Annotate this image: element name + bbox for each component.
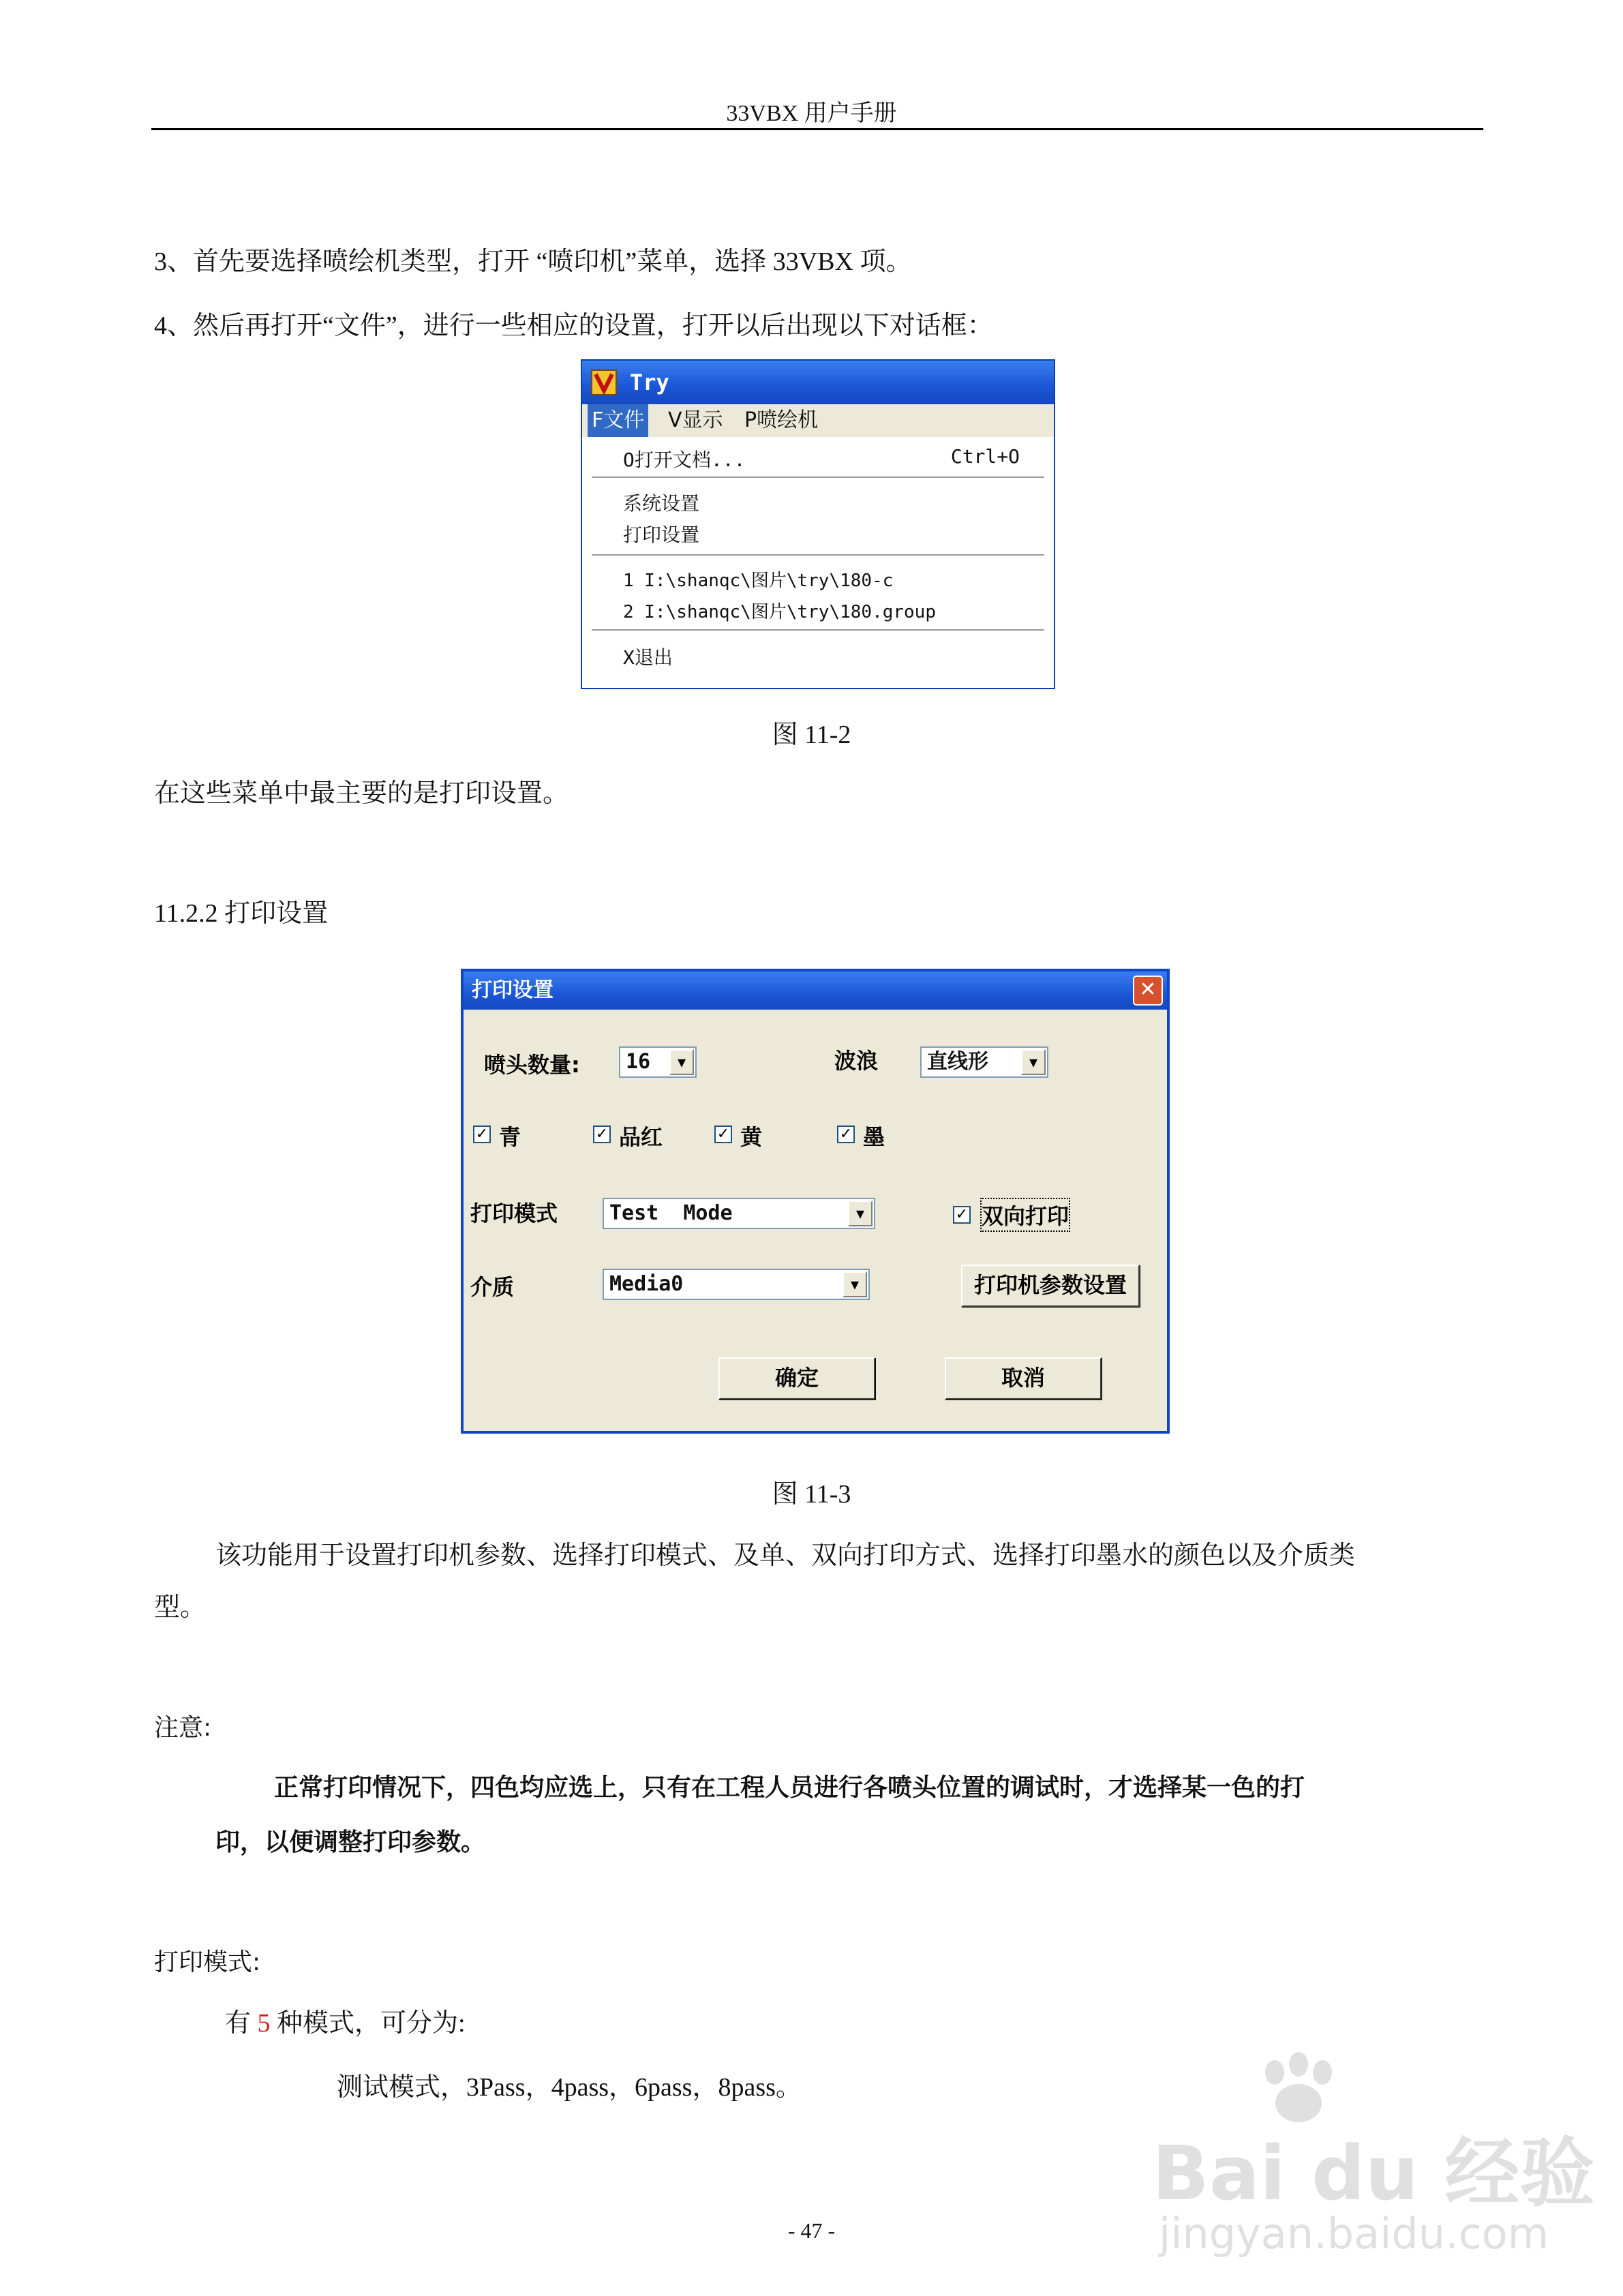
wave-value: 直线形: [927, 1050, 988, 1074]
nozzle-count-value: 16: [626, 1050, 651, 1074]
yellow-checkbox[interactable]: ✓: [714, 1126, 732, 1143]
print-mode-value: Test Mode: [609, 1201, 733, 1225]
ok-button[interactable]: 确定: [718, 1357, 875, 1400]
wave-label: 波浪: [834, 1048, 879, 1074]
print-mode-label: 打印模式: [470, 1200, 558, 1226]
menu-view[interactable]: V显示: [668, 408, 723, 432]
menubar: [582, 404, 1054, 437]
watermark-url: jingyan.baidu.com: [1159, 2209, 1549, 2259]
chevron-down-icon[interactable]: ▼: [669, 1049, 694, 1075]
try-window: [581, 359, 1055, 689]
chevron-down-icon[interactable]: ▼: [848, 1200, 873, 1226]
print-mode-select[interactable]: [603, 1198, 875, 1229]
menu-printer[interactable]: P喷绘机: [744, 408, 819, 432]
modes-list: 测试模式，3Pass，4pass，6pass，8pass。: [337, 2073, 802, 2102]
menu-item-recent-2[interactable]: 2 I:\shanqc\图片\try\180.group: [623, 602, 936, 622]
baidu-watermark: [1152, 2052, 1595, 2270]
media-value: Media0: [609, 1272, 684, 1296]
magenta-checkbox[interactable]: ✓: [593, 1126, 611, 1143]
wave-select[interactable]: [920, 1046, 1048, 1078]
figure-caption: 图 11-3: [772, 1480, 851, 1509]
running-header: 33VBX 用户手册: [726, 101, 897, 126]
open-shortcut: Ctrl+O: [950, 445, 1020, 468]
window-title: Try: [630, 369, 669, 395]
menu-item-recent-1[interactable]: 1 I:\shanqc\图片\try\180-c: [623, 571, 894, 591]
chevron-down-icon[interactable]: ▼: [1021, 1049, 1046, 1075]
magenta-label: 品红: [619, 1124, 663, 1150]
modes-prefix: 有: [225, 2009, 252, 2038]
file-menu-dropdown: [582, 437, 1054, 688]
nozzle-count-label: 喷头数量:: [484, 1052, 580, 1078]
try-window-titlebar[interactable]: [582, 361, 1054, 404]
figure-caption: 图 11-2: [772, 721, 851, 749]
menu-item-open[interactable]: O打开文档...: [623, 449, 746, 471]
black-checkbox[interactable]: ✓: [837, 1126, 855, 1143]
step-4-text: 4、然后再打开“文件”，进行一些相应的设置，打开以后出现以下对话框：: [154, 312, 993, 340]
note-heading: 注意:: [154, 1714, 212, 1742]
note-line-1: 正常打印情况下，四色均应选上，只有在工程人员进行各喷头位置的调试时，才选择某一色的打: [274, 1774, 1305, 1802]
description-line-1: 该功能用于设置打印机参数、选择打印模式、及单、双向打印方式、选择打印墨水的颜色以及介质类: [215, 1541, 1356, 1570]
modes-heading: 打印模式:: [154, 1948, 261, 1976]
step-3-text: 3、首先要选择喷绘机类型，打开 “喷印机”菜单，选择 33VBX 项。: [154, 247, 912, 276]
chevron-down-icon[interactable]: ▼: [843, 1271, 867, 1297]
print-settings-dialog: [461, 969, 1170, 1434]
cyan-label: 青: [499, 1124, 521, 1150]
menu-separator: [592, 629, 1044, 631]
cyan-checkbox[interactable]: ✓: [473, 1126, 491, 1143]
modes-count: 5: [257, 2009, 271, 2038]
black-label: 墨: [863, 1124, 885, 1150]
note-line-2: 印，以便调整打印参数。: [215, 1828, 486, 1856]
cancel-button[interactable]: 取消: [945, 1357, 1102, 1400]
bidirectional-label: 双向打印: [982, 1199, 1069, 1230]
menu-item-system-settings[interactable]: 系统设置: [623, 492, 700, 515]
modes-intro: [225, 2002, 466, 2039]
watermark-logo: Bai du 经验: [1152, 2130, 1595, 2217]
menu-item-exit[interactable]: X退出: [623, 646, 673, 669]
dialog-title: 打印设置: [472, 978, 553, 1002]
menu-file[interactable]: F文件: [588, 404, 648, 437]
section-heading: 11.2.2 打印设置: [154, 899, 329, 928]
description-line-2: 型。: [154, 1593, 207, 1622]
nozzle-count-select[interactable]: [619, 1046, 697, 1078]
app-icon: [590, 369, 618, 396]
media-label: 介质: [470, 1274, 515, 1300]
media-select[interactable]: [603, 1269, 870, 1300]
close-icon[interactable]: ✕: [1133, 976, 1163, 1006]
paragraph: 在这些菜单中最主要的是打印设置。: [154, 779, 569, 808]
dialog-titlebar[interactable]: [464, 971, 1167, 1010]
menu-separator: [592, 554, 1044, 556]
yellow-label: 黄: [740, 1124, 763, 1150]
page-number: - 47 -: [787, 2218, 836, 2243]
menu-separator: [592, 477, 1044, 478]
header-rule: [151, 128, 1483, 130]
modes-suffix: 种模式，可分为:: [277, 2009, 466, 2038]
bidirectional-checkbox[interactable]: ✓: [953, 1206, 971, 1224]
printer-params-button[interactable]: 打印机参数设置: [961, 1265, 1140, 1307]
menu-item-print-settings[interactable]: 打印设置: [623, 524, 700, 546]
